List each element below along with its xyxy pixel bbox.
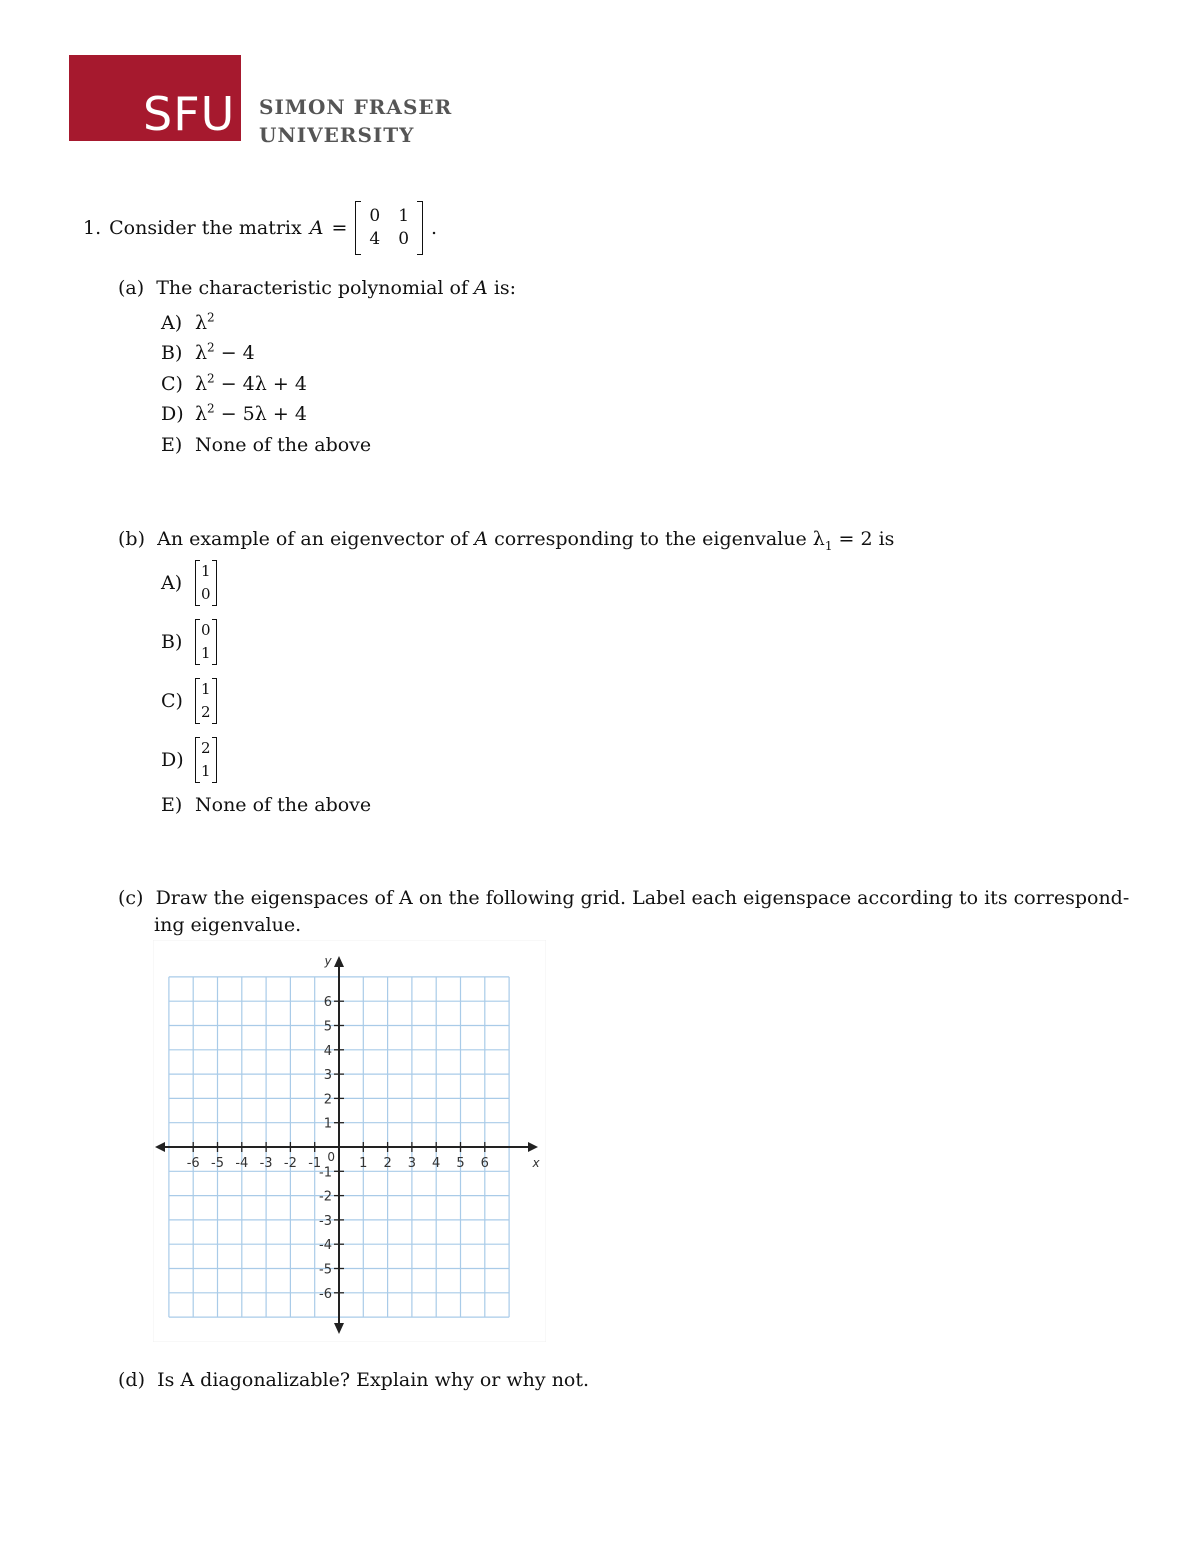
- x-tick-label: -5: [211, 1156, 224, 1171]
- part-a-text: The characteristic polynomial of: [156, 277, 468, 299]
- x-tick-label: -4: [235, 1156, 249, 1171]
- part-label: (a): [118, 277, 145, 299]
- option-exponent: 2: [207, 371, 215, 386]
- option-d[interactable]: [161, 737, 217, 783]
- vector-cell: 2: [201, 703, 211, 721]
- option-math: λ: [195, 373, 208, 395]
- option-a[interactable]: [161, 311, 215, 335]
- vector-right-bracket: [212, 560, 217, 606]
- part-c-line2: ing eigenvalue.: [154, 914, 302, 936]
- x-tick-label: -6: [186, 1156, 200, 1171]
- matrix-cell: 1: [398, 206, 410, 226]
- matrix-variable: A: [309, 217, 324, 239]
- option-label: E): [161, 794, 183, 816]
- y-tick-label: -2: [319, 1189, 332, 1205]
- y-tick-label: -3: [319, 1213, 332, 1229]
- x-tick-label: 5: [456, 1156, 465, 1171]
- y-axis-label: y: [324, 954, 332, 968]
- option-label: D): [161, 403, 184, 425]
- option-label: D): [161, 749, 184, 771]
- x-tick-label: -1: [308, 1156, 322, 1171]
- coordinate-grid[interactable]: [153, 940, 546, 1342]
- option-e[interactable]: [161, 433, 371, 457]
- part-d-text: Is A diagonalizable? Explain why or why not.: [157, 1369, 590, 1391]
- part-c-line1: Draw the eigenspaces of A on the following grid. Label each eigenspace according to its correspond-: [155, 887, 1130, 909]
- equals-sign: =: [331, 217, 348, 239]
- option-exponent: 2: [207, 401, 215, 416]
- question-period: .: [431, 217, 438, 239]
- option-math-rest: − 4λ + 4: [214, 373, 307, 395]
- matrix-a: [355, 201, 423, 255]
- question-stem: Consider the matrix: [109, 217, 302, 239]
- x-tick-label: 2: [383, 1156, 392, 1171]
- option-math: λ: [195, 312, 208, 334]
- option-text: None of the above: [195, 434, 372, 456]
- vector-cell: 0: [201, 585, 211, 603]
- y-tick-label: -4: [319, 1238, 332, 1254]
- y-tick-label: -6: [319, 1286, 332, 1302]
- y-tick-label: 3: [323, 1068, 332, 1084]
- vector-cell: 0: [201, 621, 211, 639]
- option-label: A): [161, 312, 183, 334]
- vector-cell: 1: [201, 680, 211, 698]
- option-math-rest: − 4: [214, 342, 255, 364]
- x-tick-label: 6: [480, 1156, 489, 1171]
- option-c[interactable]: [161, 678, 217, 724]
- option-c[interactable]: [161, 372, 307, 396]
- vector-right-bracket: [212, 619, 217, 665]
- y-tick-label: 2: [323, 1092, 332, 1108]
- origin-label: 0: [327, 1150, 335, 1164]
- vector-cell: 1: [201, 562, 211, 580]
- option-label: B): [161, 631, 183, 653]
- option-math: λ: [195, 342, 208, 364]
- matrix-cell: 0: [398, 229, 410, 249]
- part-label: (c): [118, 887, 144, 909]
- option-label: C): [161, 690, 183, 712]
- vector-cell: 2: [201, 739, 211, 757]
- eigenvalue-symbol: λ: [812, 528, 825, 550]
- part-label: (b): [118, 528, 145, 550]
- x-tick-label: 1: [359, 1156, 368, 1171]
- option-label: B): [161, 342, 183, 364]
- question-number: 1.: [83, 217, 102, 239]
- x-tick-label: -3: [259, 1156, 273, 1171]
- option-label: E): [161, 434, 183, 456]
- matrix-cell: 0: [369, 206, 381, 226]
- part-b-prompt: [118, 527, 894, 551]
- matrix-cell: 4: [369, 229, 381, 249]
- option-vector: [195, 737, 217, 783]
- matrix-right-bracket: [417, 201, 423, 255]
- x-tick-label: -2: [283, 1156, 297, 1171]
- option-text: None of the above: [195, 794, 372, 816]
- part-b-text2: corresponding to the eigenvalue: [494, 528, 807, 550]
- option-d[interactable]: [161, 402, 307, 426]
- sfu-logo-mark: SFU: [143, 87, 236, 141]
- option-label: C): [161, 373, 183, 395]
- option-exponent: 2: [207, 340, 215, 355]
- part-b-text: An example of an eigenvector of: [157, 528, 469, 550]
- part-label: (d): [118, 1369, 145, 1391]
- part-b-tail: = 2 is: [838, 528, 895, 550]
- option-e[interactable]: [161, 793, 371, 817]
- part-a-prompt: [118, 276, 516, 300]
- grid-frame: [153, 940, 546, 1342]
- vector-right-bracket: [212, 737, 217, 783]
- x-tick-label: 3: [407, 1156, 417, 1171]
- university-name: [259, 93, 452, 149]
- vector-cell: 1: [201, 644, 211, 662]
- y-tick-label: 1: [323, 1116, 332, 1132]
- university-name-line2: UNIVERSITY: [259, 123, 415, 147]
- y-tick-label: 6: [323, 995, 332, 1011]
- option-vector: [195, 619, 217, 665]
- question-1: [83, 201, 437, 255]
- part-c-prompt: [118, 886, 1129, 910]
- y-tick-label: -1: [319, 1165, 332, 1181]
- part-a-variable: A: [474, 277, 488, 299]
- part-a-tail: is:: [493, 277, 517, 299]
- y-tick-label: 5: [323, 1019, 332, 1035]
- university-name-line1: SIMON FRASER: [259, 95, 453, 119]
- y-tick-label: -5: [319, 1262, 332, 1278]
- y-tick-label: 4: [323, 1043, 332, 1059]
- part-b-variable: A: [474, 528, 489, 550]
- x-axis-label: x: [532, 1156, 540, 1170]
- option-vector: [195, 560, 217, 606]
- option-math-rest: − 5λ + 4: [214, 403, 307, 425]
- vector-right-bracket: [212, 678, 217, 724]
- x-tick-label: 4: [432, 1156, 441, 1171]
- option-label: A): [161, 572, 183, 594]
- option-math: λ: [195, 403, 208, 425]
- option-b[interactable]: [161, 619, 217, 665]
- option-vector: [195, 678, 217, 724]
- eigenvalue-subscript: 1: [824, 538, 833, 553]
- option-a[interactable]: [161, 560, 217, 606]
- option-b[interactable]: [161, 341, 255, 365]
- option-exponent: 2: [207, 310, 215, 325]
- vector-cell: 1: [201, 762, 211, 780]
- part-d-prompt: [118, 1368, 589, 1392]
